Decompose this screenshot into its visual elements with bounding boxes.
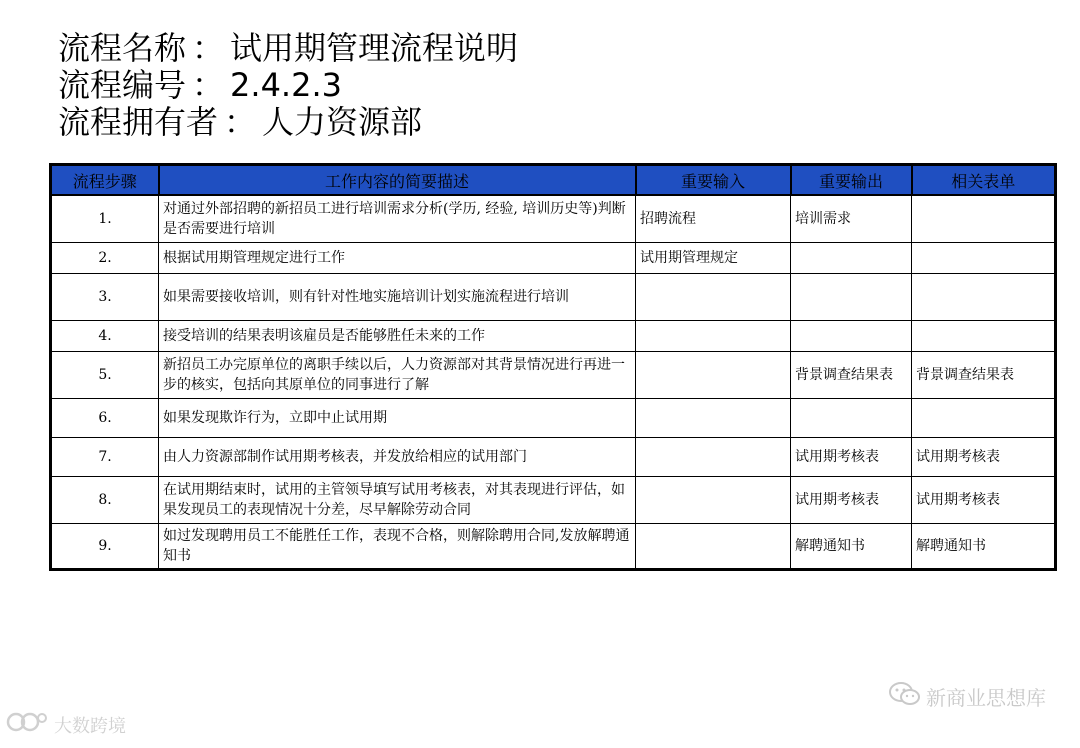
- process-name-label: 流程名称: [58, 29, 187, 67]
- output-cell: [791, 243, 912, 274]
- description-cell: 如果需要接收培训，则有针对性地实施培训计划实施流程进行培训: [159, 274, 636, 321]
- separator: ：: [192, 29, 225, 67]
- watermark-right: [888, 681, 1046, 712]
- step-cell: 7.: [51, 438, 159, 477]
- input-cell: [636, 524, 791, 570]
- form-cell: 试用期考核表: [912, 477, 1056, 524]
- table-row: [51, 321, 1056, 352]
- header-step: 流程步骤: [51, 165, 159, 196]
- form-cell: [912, 321, 1056, 352]
- output-cell: [791, 274, 912, 321]
- header-output: 重要输出: [791, 165, 912, 196]
- output-cell: 解聘通知书: [791, 524, 912, 570]
- form-cell: 解聘通知书: [912, 524, 1056, 570]
- output-cell: 背景调查结果表: [791, 352, 912, 399]
- header-forms: 相关表单: [912, 165, 1056, 196]
- input-cell: [636, 321, 791, 352]
- input-cell: 试用期管理规定: [636, 243, 791, 274]
- input-cell: 招聘流程: [636, 195, 791, 243]
- input-cell: [636, 399, 791, 438]
- output-cell: 试用期考核表: [791, 438, 912, 477]
- step-cell: 9.: [51, 524, 159, 570]
- table-row: [51, 399, 1056, 438]
- header-description: 工作内容的简要描述: [159, 165, 636, 196]
- output-cell: 培训需求: [791, 195, 912, 243]
- watermark-left-text: 大数跨境: [54, 715, 126, 737]
- form-cell: 试用期考核表: [912, 438, 1056, 477]
- table-row: [51, 195, 1056, 243]
- step-cell: 3.: [51, 274, 159, 321]
- form-cell: [912, 243, 1056, 274]
- step-cell: 6.: [51, 399, 159, 438]
- table-row: [51, 524, 1056, 570]
- description-cell: 根据试用期管理规定进行工作: [159, 243, 636, 274]
- output-cell: 试用期考核表: [791, 477, 912, 524]
- process-owner-value: 人力资源部: [262, 103, 423, 141]
- process-owner-line: [58, 104, 518, 141]
- description-cell: 新招员工办完原单位的离职手续以后，人力资源部对其背景情况进行再进一步的核实，包括向其原单位的同事进行了解: [159, 352, 636, 399]
- description-cell: 如过发现聘用员工不能胜任工作，表现不合格，则解除聘用合同,发放解聘通知书: [159, 524, 636, 570]
- separator: ：: [192, 66, 225, 104]
- form-cell: [912, 399, 1056, 438]
- step-cell: 8.: [51, 477, 159, 524]
- table-row: [51, 477, 1056, 524]
- output-cell: [791, 321, 912, 352]
- process-name-value: 试用期管理流程说明: [230, 29, 519, 67]
- process-number-line: [58, 67, 518, 104]
- input-cell: [636, 352, 791, 399]
- table-row: [51, 274, 1056, 321]
- table-row: [51, 243, 1056, 274]
- input-cell: [636, 274, 791, 321]
- process-table: [49, 163, 1057, 571]
- process-name-line: [58, 30, 518, 67]
- output-cell: [791, 399, 912, 438]
- step-cell: 5.: [51, 352, 159, 399]
- process-number-value: 2.4.2.3: [230, 66, 342, 104]
- step-cell: 2.: [51, 243, 159, 274]
- brand-logo-icon: [6, 710, 50, 739]
- input-cell: [636, 438, 791, 477]
- title-block: [58, 30, 518, 141]
- description-cell: 接受培训的结果表明该雇员是否能够胜任未来的工作: [159, 321, 636, 352]
- header-input: 重要输入: [636, 165, 791, 196]
- table-row: [51, 352, 1056, 399]
- description-cell: 在试用期结束时，试用的主管领导填写试用考核表，对其表现进行评估，如果发现员工的表现情况十分差，尽早解除劳动合同: [159, 477, 636, 524]
- description-cell: 由人力资源部制作试用期考核表，并发放给相应的试用部门: [159, 438, 636, 477]
- watermark-right-text: 新商业思想库: [926, 686, 1046, 710]
- form-cell: [912, 274, 1056, 321]
- watermark-left: [6, 710, 126, 739]
- description-cell: 对通过外部招聘的新招员工进行培训需求分析(学历, 经验, 培训历史等)判断是否需要进行培训: [159, 195, 636, 243]
- table-header-row: [51, 165, 1056, 196]
- form-cell: [912, 195, 1056, 243]
- step-cell: 1.: [51, 195, 159, 243]
- table-row: [51, 438, 1056, 477]
- input-cell: [636, 477, 791, 524]
- separator: ：: [224, 103, 257, 141]
- wechat-icon: [888, 681, 922, 712]
- step-cell: 4.: [51, 321, 159, 352]
- process-number-label: 流程编号: [58, 66, 187, 104]
- form-cell: 背景调查结果表: [912, 352, 1056, 399]
- process-owner-label: 流程拥有者: [58, 103, 219, 141]
- description-cell: 如果发现欺诈行为，立即中止试用期: [159, 399, 636, 438]
